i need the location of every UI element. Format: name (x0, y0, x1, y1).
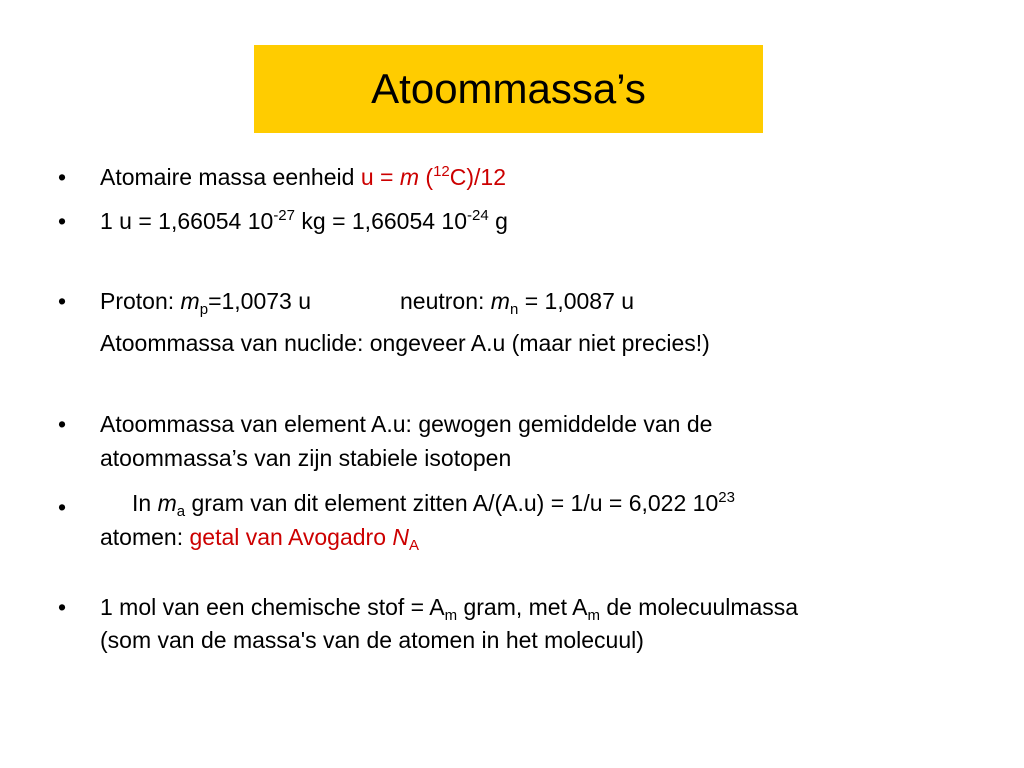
slide-title: Atoommassa’s (371, 65, 646, 112)
bullet-5-text: In $m_a$ gram van dit element zitten A/(A.u) = 1/u = 6,022 $10^{23}$ (132, 489, 735, 520)
bullet-3-neutron: neutron: $m_n = 1,0087$ u (400, 288, 635, 318)
bullet-6-text: 1 mol van een chemische stof = $A_m$ gram, met $A_m$ de molecuulmassa (100, 594, 799, 624)
bullet-dot: • (58, 288, 67, 314)
bullet-dot: • (58, 208, 67, 234)
bullet-dot: • (58, 411, 67, 437)
avogadro-term: getal van Avogadro $N_A$ (189, 524, 420, 554)
bullet-3-proton: Proton: $m_p=1,0073$ u (100, 288, 312, 318)
bullet-dot: • (58, 594, 67, 620)
amu-definition: u = m ($^{12}$C)/12 (360, 163, 506, 190)
bullet-2-text: 1 u = 1,66054 $10^{-27}$ kg = 1,66054 $10^{-24}$ g (100, 207, 508, 234)
bullet-1-text: Atomaire massa eenheid u = m ($^{12}$C)/12 (100, 163, 506, 190)
bullet-dot: • (58, 494, 67, 520)
bullet-dot: • (58, 164, 67, 190)
title-box (254, 45, 763, 133)
